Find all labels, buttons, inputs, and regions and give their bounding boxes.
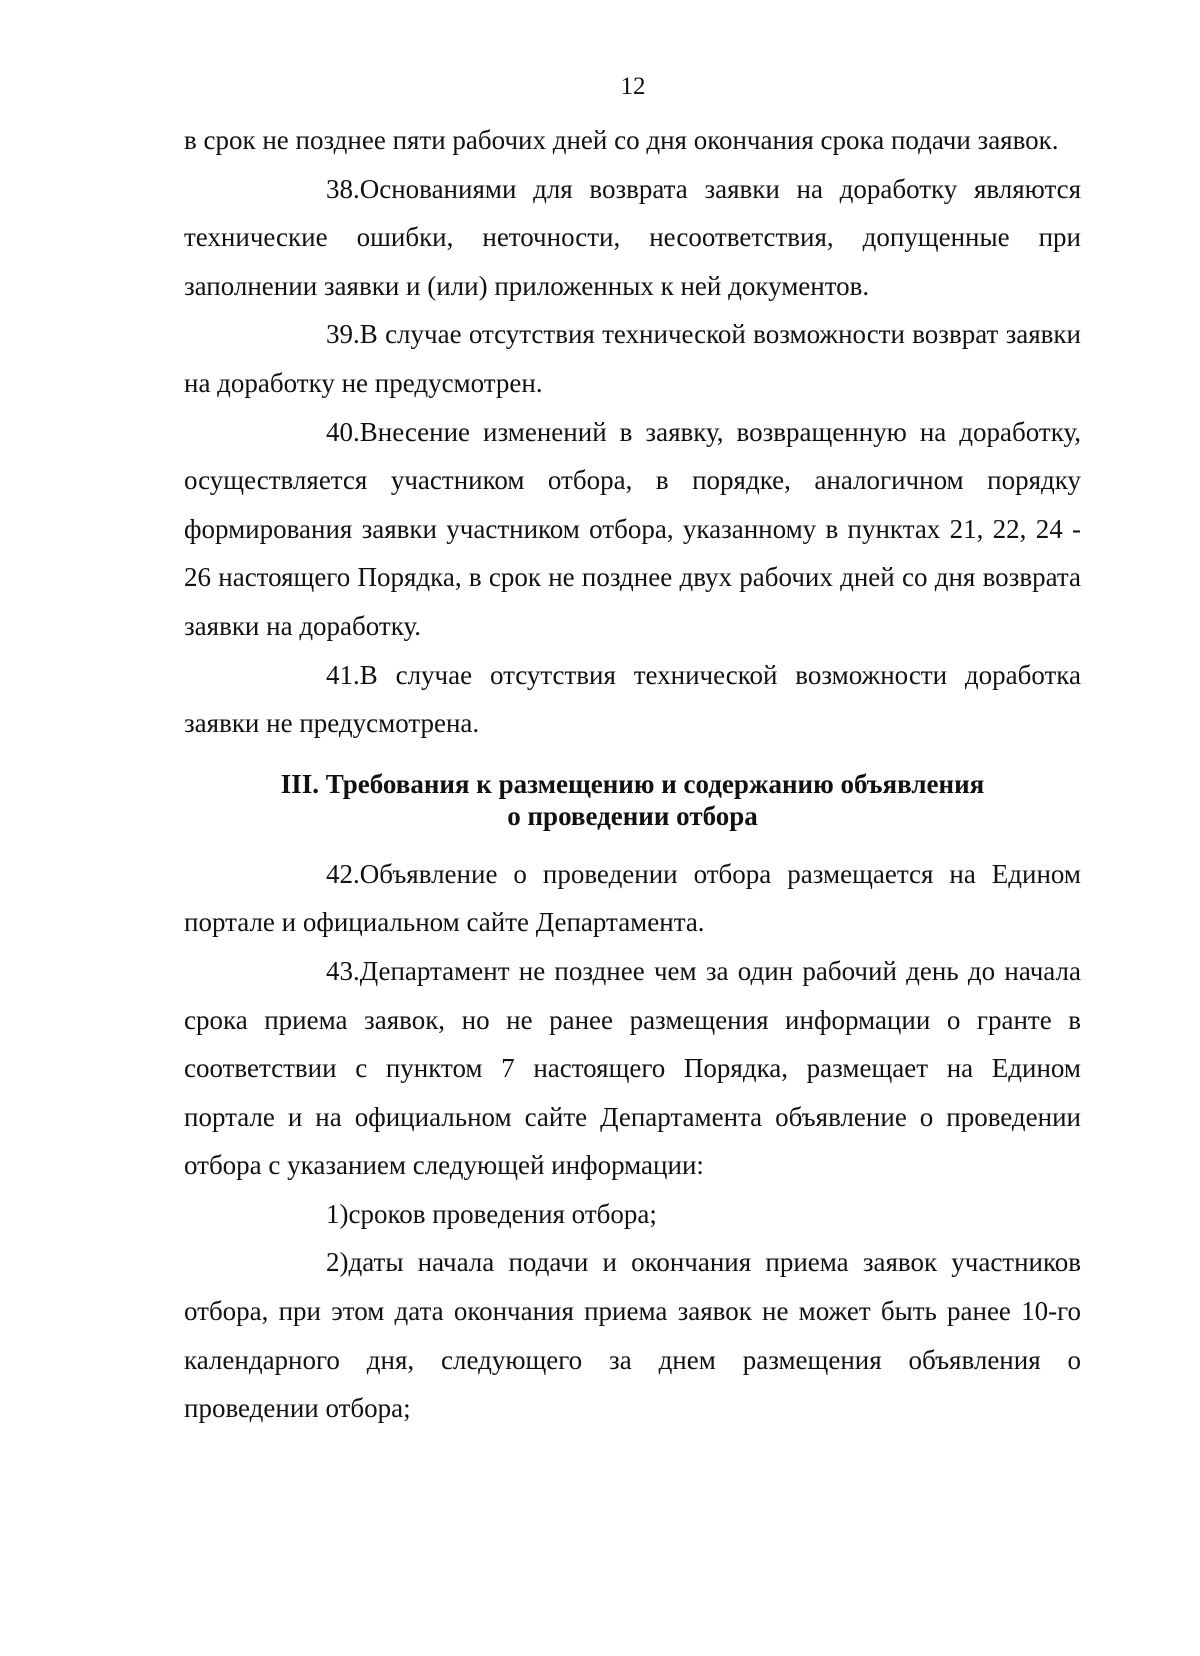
clause-41	[184, 651, 1081, 748]
clause-38	[184, 165, 1081, 311]
clause-text: Внесение изменений в заявку, возвращенную на доработку, осуществляется участником отбора, в порядке, аналогичном порядку формирования заявки участником отбора, указанному в пунктах 21, 22, 24 - 26 настоящего Порядка, в срок не позднее двух рабочих дней со дня возврата заявки на доработку.	[184, 416, 1081, 641]
clause-43	[184, 947, 1081, 1190]
intro-paragraph: в срок не позднее пяти рабочих дней со дня окончания срока подачи заявок.	[184, 125, 1059, 155]
clause-number: 39.	[326, 319, 360, 350]
clause-number: 38.	[326, 173, 360, 204]
clause-number: 41.	[326, 659, 360, 690]
clause-text: Объявление о проведении отбора размещается на Едином портале и официальном сайте Департамента.	[184, 858, 1081, 938]
subitem-2	[184, 1238, 1081, 1432]
section-heading	[184, 768, 1081, 832]
page-number: 12	[620, 73, 646, 100]
clause-text: В случае отсутствия технической возможности возврат заявки на доработку не предусмотрен.	[184, 319, 1081, 398]
clause-39	[184, 310, 1081, 407]
clause-text: Департамент не позднее чем за один рабочий день до начала срока приема заявок, но не ранее размещения информации о гранте в соответствии с пунктом 7 настоящего Порядка, размещает на Едином портале и на официальном сайте Департамента объявление о проведении отбора с указанием следующей информации:	[184, 955, 1081, 1181]
subitem-number: 2)	[326, 1247, 349, 1278]
clause-number: 42.	[326, 858, 360, 889]
clause-text: В случае отсутствия технической возможности доработка заявки не предусмотрена.	[184, 659, 1081, 739]
subitem-text: даты начала подачи и окончания приема заявок участников отбора, при этом дата окончания приема заявок не может быть ранее 10-го календарного дня, следующего за днем размещения объявления о проведении отбора;	[184, 1247, 1081, 1424]
clause-42	[184, 850, 1081, 947]
subitem-number: 1)	[326, 1198, 349, 1229]
section-heading-line-2: о проведении отбора	[507, 800, 758, 831]
clause-40	[184, 408, 1081, 651]
subitem-1	[184, 1190, 1081, 1239]
clause-number: 40.	[326, 416, 360, 447]
document-body	[184, 116, 1081, 1433]
clause-number: 43.	[326, 955, 360, 986]
section-heading-line-1: III. Требования к размещению и содержанию объявления	[280, 768, 985, 799]
clause-text: Основаниями для возврата заявки на доработку являются технические ошибки, неточности, несоответствия, допущенные при заполнении заявки и (или) приложенных к ней документов.	[184, 173, 1081, 301]
subitem-text: сроков проведения отбора;	[348, 1198, 657, 1229]
